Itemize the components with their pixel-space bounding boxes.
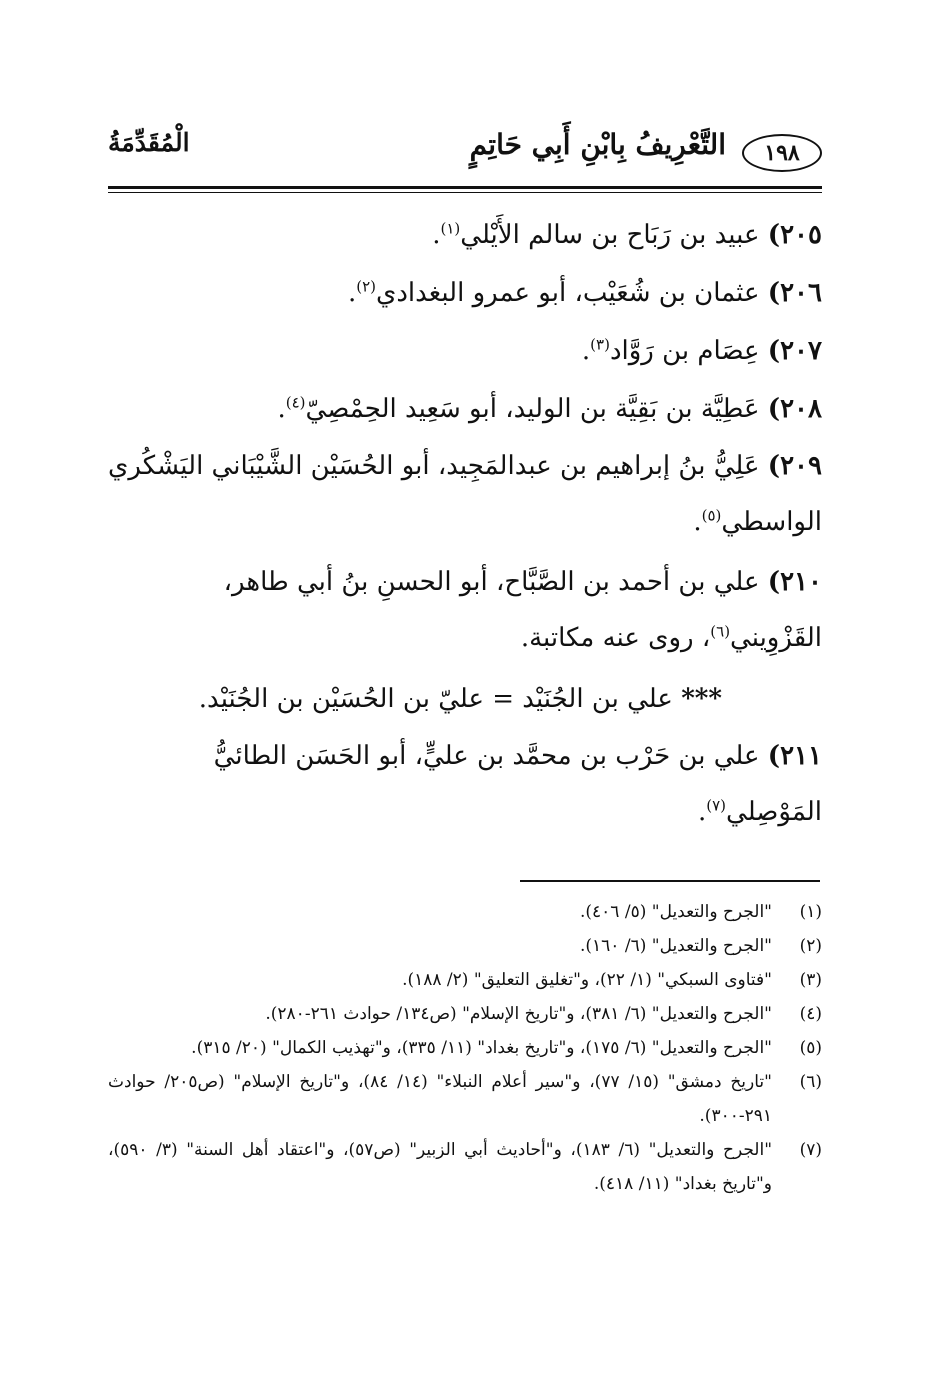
entry-text: عِصَام بن رَوَّاد [609, 336, 760, 366]
footnote-number: (٤) [799, 1004, 822, 1024]
page-number: ١٩٨ [742, 134, 822, 172]
footnote-6 [108, 1065, 822, 1133]
entry-tail: ، روى عنه مكاتبة. [520, 623, 711, 653]
entry-205 [108, 206, 822, 264]
footnote-text: "الجرح والتعديل" (٦/ ١٦٠). [579, 936, 772, 956]
entry-tail: . [432, 220, 441, 250]
footnote-1 [108, 895, 822, 929]
footnote-text: "الجرح والتعديل" (٦/ ١٧٥)، و"تاريخ بغداد" (١١/ ٣٣٥)، و"تهذيب الكمال" (٢٠/ ٣١٥). [191, 1038, 772, 1058]
entry-number: ٢١٠) [767, 567, 822, 597]
footnote-7 [108, 1133, 822, 1201]
entry-208 [108, 380, 822, 438]
section-title: الْمُقَدِّمَةُ [108, 128, 190, 157]
footnote-3 [108, 963, 822, 997]
entry-number: ٢٠٨) [767, 394, 822, 424]
entry-text: عبيد بن رَبَاح بن سالم الأَيْلي [460, 220, 760, 250]
footnote-number: (١) [799, 902, 822, 922]
entries-list [108, 206, 822, 844]
footnote-marker: (٤) [285, 393, 306, 412]
entry-tail: . [347, 278, 357, 308]
footnote-text: "تاريخ دمشق" (١٥/ ٧٧)، و"سير أعلام النبلاء" (١٤/ ٨٤)، و"تاريخ الإسلام" (ص٢٠٥/ حوادث ٢٩١-٣٠٠). [108, 1072, 772, 1126]
header-rule-thin [108, 192, 822, 193]
entry-text: عَطِيَّة بن بَقِيَّة بن الوليد، أبو سَعِيد الحِمْصِيّ [305, 394, 760, 424]
book-title: التَّعْرِيفُ بِابْنِ أَبِي حَاتِمٍ [469, 128, 726, 161]
cross-reference-text: علي بن الجُنَيْد = عليّ بن الحُسَيْن بن الجُنَيْد. [198, 684, 673, 714]
entry-206 [108, 264, 822, 322]
entry-211 [108, 728, 822, 840]
entry-text: عثمان بن شُعَيْب، أبو عمرو البغدادي [375, 278, 760, 308]
footnote-marker: (٢) [356, 277, 376, 296]
entry-number: ٢٠٥) [767, 220, 822, 250]
cross-reference-note [108, 670, 822, 728]
footnotes-list [108, 895, 822, 1201]
entry-text: علي بن أحمد بن الصَّبَّاح، أبو الحسنِ بنُ أبي طاهر، القَزْوِيني [223, 567, 822, 653]
entry-207 [108, 322, 822, 380]
entry-tail: . [697, 797, 707, 827]
entry-209 [108, 438, 822, 550]
footnote-marker: (١) [440, 219, 461, 238]
entry-tail: . [277, 394, 286, 424]
entry-number: ٢١١) [767, 741, 822, 771]
entry-210 [108, 554, 822, 666]
footnote-5 [108, 1031, 822, 1065]
footnote-4 [108, 997, 822, 1031]
entry-number: ٢٠٩) [767, 451, 822, 481]
footnote-text: "الجرح والتعديل" (٦/ ٣٨١)، و"تاريخ الإسلام" (ص١٣٤/ حوادث ٢٦١-٢٨٠). [265, 1004, 772, 1024]
cross-reference-stars: *** [681, 684, 722, 714]
footnote-number: (٦) [799, 1072, 822, 1092]
footnote-marker: (٧) [706, 796, 727, 815]
entry-text: عَلِيُّ بنُ إبراهيم بن عبدالمَجِيد، أبو الحُسَيْن الشَّيْبَاني اليَشْكُري الواسطي [108, 451, 822, 537]
footnote-marker: (٣) [590, 335, 610, 354]
footnote-text: "الجرح والتعديل" (٦/ ١٨٣)، و"أحاديث أبي الزبير" (ص٥٧)، و"اعتقاد أهل السنة" (٣/ ٥٩٠)، و"تاريخ بغداد" (١١/ ٤١٨). [108, 1140, 773, 1194]
entry-tail: . [581, 336, 591, 366]
footnote-marker: (٦) [710, 622, 731, 641]
entry-text: علي بن حَرْب بن محمَّد بن عليٍّ، أبو الحَسَن الطائيُّ المَوْصِلي [213, 741, 822, 827]
header-rule-thick [108, 186, 822, 189]
footnote-rule [520, 880, 820, 882]
footnote-2 [108, 929, 822, 963]
footnote-number: (٥) [799, 1038, 822, 1058]
footnote-number: (٧) [799, 1140, 822, 1160]
footnote-text: "فتاوى السبكي" (١/ ٢٢)، و"تغليق التعليق" (٢/ ١٨٨). [402, 970, 772, 990]
footnote-marker: (٥) [701, 506, 722, 525]
page-header [108, 128, 822, 180]
entry-tail: . [693, 507, 702, 537]
footnote-number: (٣) [799, 970, 822, 990]
entry-number: ٢٠٦) [767, 278, 822, 308]
entry-number: ٢٠٧) [767, 336, 822, 366]
footnote-number: (٢) [799, 936, 822, 956]
footnote-text: "الجرح والتعديل" (٥/ ٤٠٦). [579, 902, 772, 922]
